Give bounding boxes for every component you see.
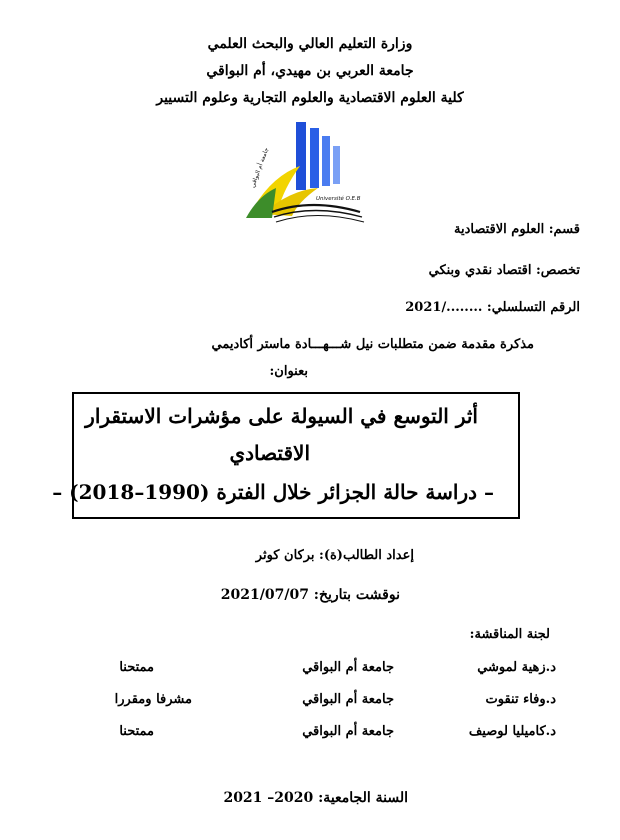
thesis-title-box: [52, 392, 520, 519]
title-label: بعنوان:: [269, 364, 308, 379]
jury-member-university: جامعة أم البواقي: [302, 660, 394, 675]
thesis-subtitle: – دراسة حالة الجزائر خلال الفترة (1990–2018) –: [52, 480, 494, 504]
specialty-line: تخصص: اقتصاد نقدي وبنكي: [428, 263, 580, 278]
university-logo-icon: [232, 118, 382, 230]
jury-member-university: جامعة أم البواقي: [302, 724, 394, 739]
student-line: إعداد الطالب(ة): بركان كوثر: [255, 548, 414, 563]
serial-number-line: الرقم التسلسلي: ......../2021: [405, 300, 580, 315]
jury-member-name: د.زهية لموشي: [477, 660, 556, 675]
logo-latin-text: Université O.E.B: [316, 196, 361, 202]
jury-member-role: ممتحنا: [119, 724, 154, 739]
university-line: جامعة العربي بن مهيدي، أم البواقي: [206, 63, 414, 79]
jury-member-role: مشرفا ومقررا: [114, 692, 192, 707]
ministry-line: وزارة التعليم العالي والبحث العلمي: [207, 36, 413, 52]
faculty-line: كلية العلوم الاقتصادية والعلوم التجارية وعلوم التسيير: [156, 90, 464, 106]
jury-label: لجنة المناقشة:: [469, 627, 550, 642]
jury-member-role: ممتحنا: [119, 660, 154, 675]
logo-arabic-text: جامعة أم البواقي: [249, 146, 271, 189]
department-line: قسم: العلوم الاقتصادية: [453, 222, 580, 237]
thesis-note: مذكرة مقدمة ضمن متطلبات نيل شـــهـــادة ماستر أكاديمي: [211, 337, 534, 352]
thesis-title-line-1: أثر التوسع في السيولة على مؤشرات الاستقرار: [85, 404, 478, 428]
defense-date-line: نوقشت بتاريخ: 2021/07/07: [220, 587, 400, 603]
jury-member-university: جامعة أم البواقي: [302, 692, 394, 707]
academic-year-line: السنة الجامعية: 2020– 2021: [223, 790, 408, 806]
jury-member-name: د.وفاء تنقوت: [485, 692, 556, 707]
thesis-title-line-2: الاقتصادي: [229, 441, 310, 465]
jury-member-name: د.كاميليا لوصيف: [468, 724, 556, 739]
